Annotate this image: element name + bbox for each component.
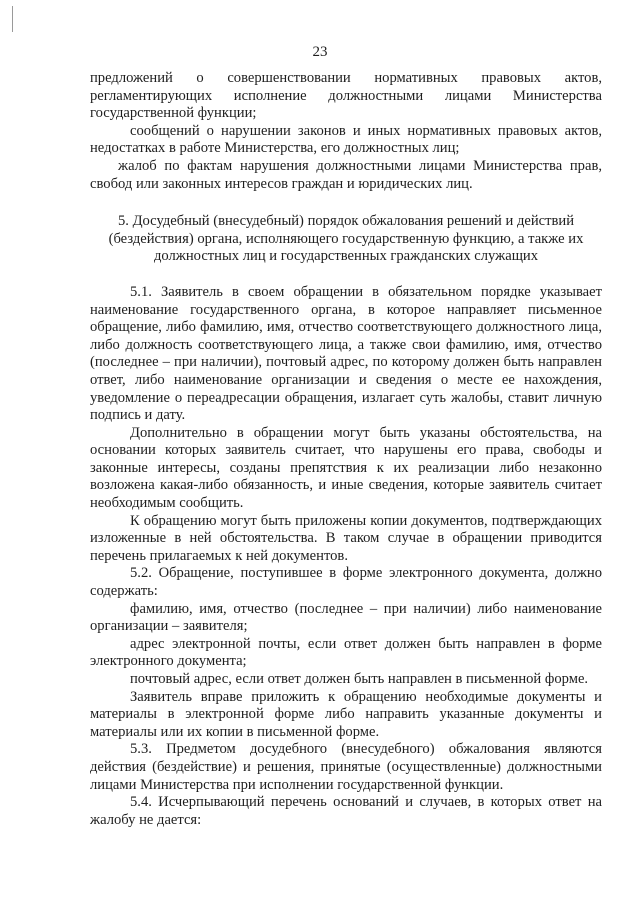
margin-mark: [12, 6, 13, 32]
list-item-proposals: предложений о совершенствовании нормативных правовых актов, регламентирующих исполнение должностными лицами Министерства государственной функции;: [90, 70, 602, 122]
list-item-name: фамилию, имя, отчество (последнее – при наличии) либо наименование организации – заявителя;: [90, 600, 602, 635]
paragraph-5-2: 5.2. Обращение, поступившее в форме электронного документа, должно содержать:: [90, 565, 602, 600]
section-heading: 5. Досудебный (внесудебный) порядок обжалования решений и действий (бездействия) органа, исполняющего государственную функцию, а также их должностных лиц и государственных гражданских служащих: [108, 213, 584, 265]
paragraph-5-4: 5.4. Исчерпывающий перечень оснований и случаев, в которых ответ на жалобу не дается:: [90, 794, 602, 828]
paragraph-5-1: 5.1. Заявитель в своем обращении в обязательном порядке указывает наименование государственного органа, в которое направляет письменное обращение, либо фамилию, имя, отчество соответствующего должностного лица, либо должность соответствующего лица, а также свои фамилию, имя, отчество (последнее – при наличии), почтовый адрес, по которому должен быть направлен ответ, либо наименование организации и сведения о месте ее нахождения, уведомление о переадресации обращения, излагает суть жалобы, ставит личную подпись и дату.: [90, 283, 602, 424]
document-body: [90, 70, 602, 829]
paragraph-attachments: К обращению могут быть приложены копии документов, подтверждающих изложенные в ней обстоятельства. В таком случае в обращении приводится перечень прилагаемых к ней документов.: [90, 512, 602, 564]
list-item-email: адрес электронной почты, если ответ должен быть направлен в форме электронного документа;: [90, 635, 602, 670]
paragraph-electronic-attachments: Заявитель вправе приложить к обращению необходимые документы и материалы в электронной форме либо направить указанные документы и материалы или их копии в письменной форме.: [90, 688, 602, 740]
paragraph-additional-info: Дополнительно в обращении могут быть указаны обстоятельства, на основании которых заявитель считает, что нарушены его права, свободы и законные интересы, созданы препятствия к их реализации либо незаконно возложена какая-либо обязанность, и иные сведения, которые заявитель считает необходимым сообщить.: [90, 424, 602, 512]
list-item-complaints: жалоб по фактам нарушения должностными лицами Министерства прав, свобод или законных интересов граждан и юридических лиц.: [90, 157, 602, 192]
paragraph-5-3: 5.3. Предметом досудебного (внесудебного) обжалования являются действия (бездействие) и решения, принятые (осуществленные) должностными лицами Министерства при исполнении государственной функции.: [90, 741, 602, 793]
list-item-postal: почтовый адрес, если ответ должен быть направлен в письменной форме.: [130, 671, 589, 687]
list-item-reports: сообщений о нарушении законов и иных нормативных правовых актов, недостатках в работе Министерства, его должностных лиц;: [90, 122, 602, 157]
page-number: 23: [312, 44, 328, 60]
